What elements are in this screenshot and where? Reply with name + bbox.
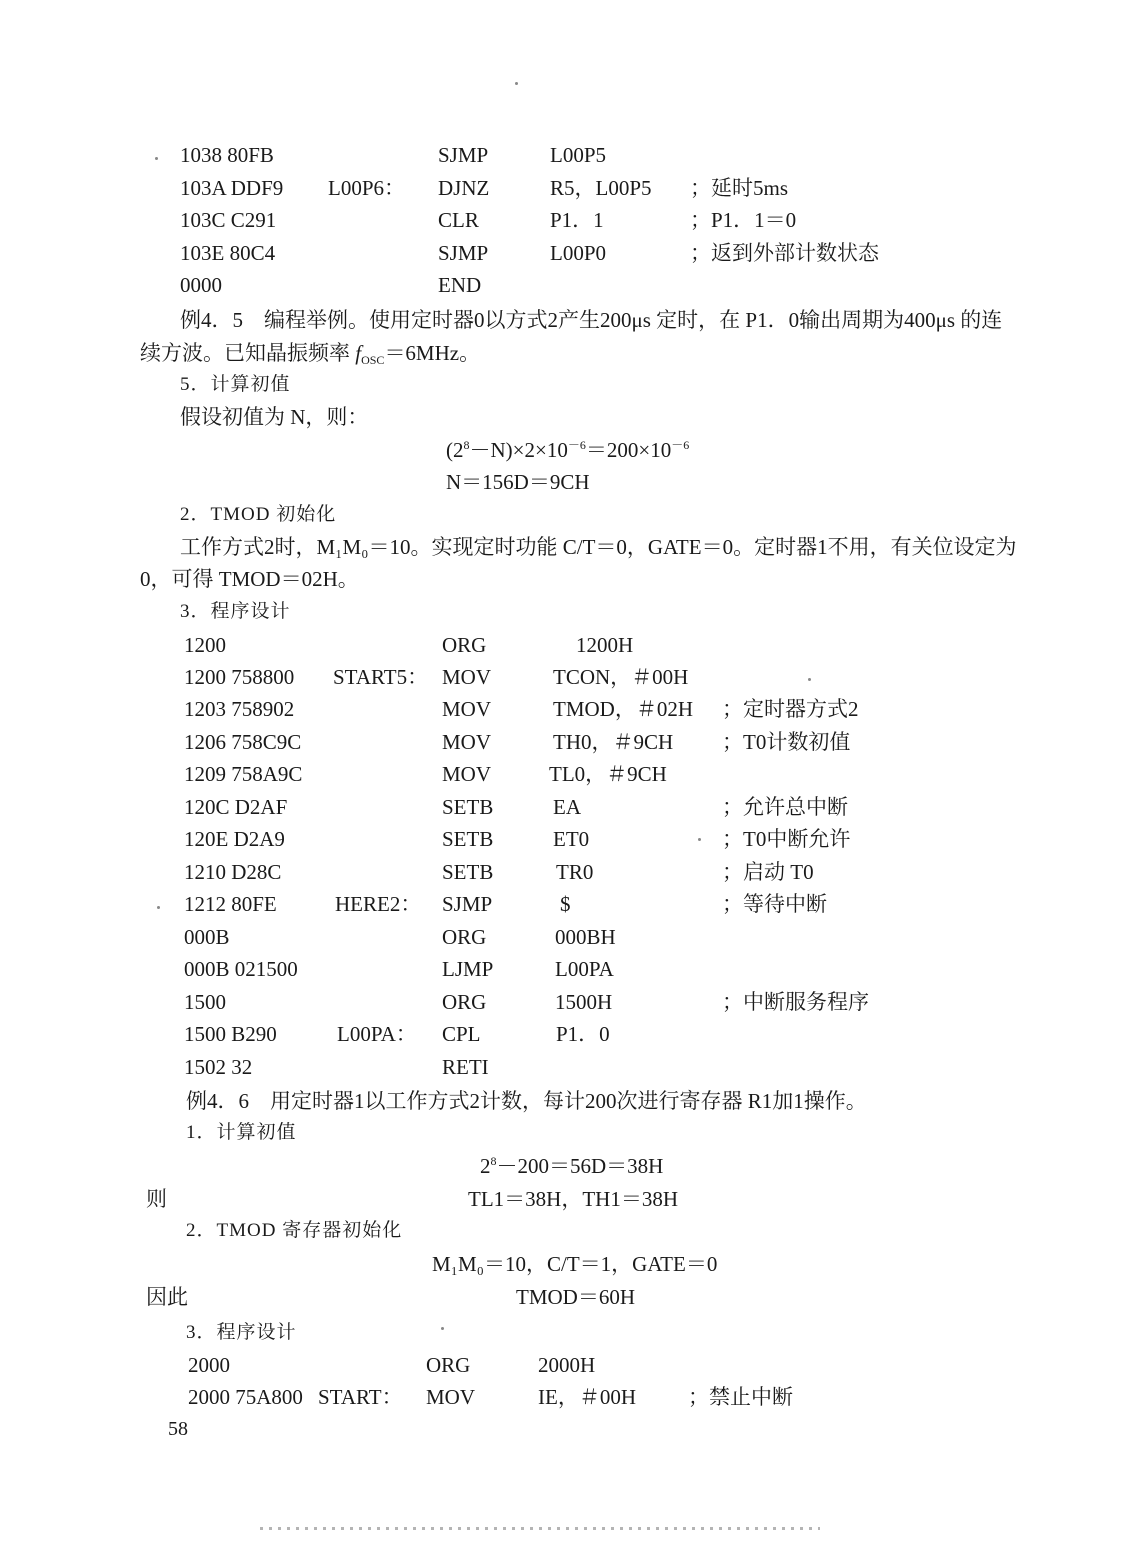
code-opcode: RETI <box>442 1055 489 1079</box>
code-operand: L00P0 <box>550 241 607 265</box>
scan-speck <box>515 82 518 85</box>
code-address: 120C D2AF <box>184 795 288 819</box>
code-line <box>0 630 1122 660</box>
eq-part: －N)×2×10 <box>469 438 568 462</box>
equation: TMOD＝60H <box>516 1285 635 1309</box>
code-opcode: LJMP <box>442 957 494 981</box>
equation <box>446 435 689 465</box>
code-address: 1038 80FB <box>180 143 274 167</box>
paragraph-line: 0，可得 TMOD＝02H。 <box>140 567 359 591</box>
text-run: 续方波。已知晶振频率 <box>140 341 356 365</box>
code-line <box>0 824 1122 854</box>
code-line <box>0 1019 1122 1049</box>
code-opcode: ORG <box>426 1353 471 1377</box>
code-operand: $ <box>560 892 571 916</box>
code-opcode: ORG <box>442 925 487 949</box>
code-address: 1206 758C9C <box>184 730 302 754</box>
code-comment: ；延时5ms <box>690 176 789 200</box>
eq-part: －200＝56D＝38H <box>496 1154 664 1178</box>
code-address: 1203 758902 <box>184 697 295 721</box>
code-opcode: ORG <box>442 990 487 1014</box>
code-opcode: SJMP <box>438 241 489 265</box>
scan-speck <box>155 157 158 160</box>
paragraph-line: 则 <box>146 1187 167 1211</box>
code-comment: ；启动 T0 <box>722 860 814 884</box>
section-heading: 1．计算初值 <box>186 1122 297 1143</box>
code-line <box>0 694 1122 724</box>
code-opcode: SETB <box>442 795 494 819</box>
code-operand: 1200H <box>576 633 634 657</box>
code-line <box>0 1052 1122 1082</box>
code-operand: TMOD，＃02H <box>553 697 693 721</box>
code-address: 2000 75A800 <box>188 1385 303 1409</box>
section-heading: 3．程序设计 <box>186 1322 297 1343</box>
code-line <box>0 1382 1122 1412</box>
code-line <box>0 954 1122 984</box>
section-heading: 2．TMOD 初始化 <box>180 504 337 525</box>
code-comment: ；返到外部计数状态 <box>690 241 879 265</box>
section-heading: 3．程序设计 <box>180 601 291 622</box>
code-line <box>0 889 1122 919</box>
eq-superscript: －6 <box>671 438 690 452</box>
code-opcode: MOV <box>442 730 492 754</box>
code-opcode: CLR <box>438 208 479 232</box>
eq-part: ＝200×10 <box>585 438 672 462</box>
code-comment: ；禁止中断 <box>688 1385 793 1409</box>
formula-subscript: OSC <box>361 353 385 367</box>
code-line <box>0 1350 1122 1380</box>
eq-part: 2 <box>480 1154 491 1178</box>
code-operand: ET0 <box>553 827 590 851</box>
code-opcode: SJMP <box>438 143 489 167</box>
paragraph-line: 因此 <box>146 1285 188 1309</box>
code-label: L00P6： <box>328 176 406 200</box>
code-address: 0000 <box>180 273 222 297</box>
code-address: 000B 021500 <box>184 957 298 981</box>
paragraph-line <box>140 338 480 368</box>
code-opcode: MOV <box>426 1385 476 1409</box>
code-opcode: MOV <box>442 665 492 689</box>
code-operand: R5，L00P5 <box>550 176 652 200</box>
example-heading-text: 例4．6 用定时器1以工作方式2计数，每计200次进行寄存器 R1加1操作。 <box>186 1089 867 1113</box>
paragraph-line: 假设初值为 N，则： <box>180 405 369 429</box>
code-line <box>0 759 1122 789</box>
code-label: L00PA： <box>337 1022 417 1046</box>
code-operand: TR0 <box>556 860 594 884</box>
code-operand: L00P5 <box>550 143 607 167</box>
paragraph-line: 工作方式2时，M₁M₀＝10。实现定时功能 C/T＝0，GATE＝0。定时器1不用，有关位设定为 <box>180 535 1017 559</box>
code-address: 1209 758A9C <box>184 762 303 786</box>
equation: TL1＝38H，TH1＝38H <box>468 1187 678 1211</box>
code-opcode: SETB <box>442 860 494 884</box>
code-address: 1210 D28C <box>184 860 282 884</box>
section-heading: 2．TMOD 寄存器初始化 <box>186 1220 403 1241</box>
code-line <box>0 792 1122 822</box>
code-operand: P1．0 <box>556 1022 610 1046</box>
text-run: ＝6MHz。 <box>384 341 481 365</box>
code-line <box>0 662 1122 692</box>
code-comment: ；允许总中断 <box>722 795 848 819</box>
code-line <box>0 270 1122 300</box>
code-address: 1212 80FE <box>184 892 277 916</box>
code-operand: TH0，＃9CH <box>553 730 674 754</box>
code-line <box>0 238 1122 268</box>
code-address: 000B <box>184 925 230 949</box>
code-address: 120E D2A9 <box>184 827 285 851</box>
code-address: 103E 80C4 <box>180 241 276 265</box>
code-operand: EA <box>553 795 581 819</box>
code-address: 1200 <box>184 633 226 657</box>
scan-speck <box>157 906 160 909</box>
code-label: HERE2： <box>335 892 422 916</box>
code-operand: IE，＃00H <box>538 1385 636 1409</box>
code-comment: ；P1．1＝0 <box>690 208 797 232</box>
code-line <box>0 173 1122 203</box>
eq-part: (2 <box>446 438 464 462</box>
example-heading-text: 例4．5 编程举例。使用定时器0以方式2产生200μs 定时，在 P1．0输出周期为400μs 的连 <box>180 308 1003 332</box>
scan-artifact-dots <box>260 1527 820 1530</box>
code-operand: 1500H <box>555 990 613 1014</box>
section-heading: 5．计算初值 <box>180 374 291 395</box>
code-line <box>0 857 1122 887</box>
equation: N＝156D＝9CH <box>446 470 590 494</box>
code-address: 103A DDF9 <box>180 176 284 200</box>
code-opcode: MOV <box>442 762 492 786</box>
code-line <box>0 140 1122 170</box>
code-label: START： <box>318 1385 403 1409</box>
scan-speck <box>808 678 811 681</box>
eq-superscript: 8 <box>463 438 470 452</box>
code-address: 1500 <box>184 990 226 1014</box>
equation: M₁M₀＝10，C/T＝1，GATE＝0 <box>432 1252 718 1276</box>
code-comment: ；定时器方式2 <box>722 697 859 721</box>
code-address: 1502 32 <box>184 1055 253 1079</box>
code-address: 2000 <box>188 1353 230 1377</box>
eq-superscript: －6 <box>567 438 586 452</box>
code-opcode: MOV <box>442 697 492 721</box>
formula-symbol: f <box>355 341 362 365</box>
code-operand: TCON，＃00H <box>553 665 689 689</box>
equation <box>480 1151 663 1181</box>
code-address: 1500 B290 <box>184 1022 277 1046</box>
code-comment: ；等待中断 <box>722 892 827 916</box>
code-operand: 2000H <box>538 1353 596 1377</box>
page-number: 58 <box>168 1418 188 1440</box>
code-opcode: END <box>438 273 482 297</box>
scan-speck <box>441 1327 444 1330</box>
code-line <box>0 727 1122 757</box>
code-opcode: SETB <box>442 827 494 851</box>
code-comment: ；T0计数初值 <box>722 730 851 754</box>
code-operand: 000BH <box>555 925 616 949</box>
code-operand: TL0，＃9CH <box>549 762 667 786</box>
code-line <box>0 987 1122 1017</box>
code-comment: ；T0中断允许 <box>722 827 851 851</box>
code-opcode: ORG <box>442 633 487 657</box>
code-address: 1200 758800 <box>184 665 295 689</box>
code-opcode: SJMP <box>442 892 493 916</box>
code-comment: ；中断服务程序 <box>722 990 869 1014</box>
code-label: START5： <box>333 665 429 689</box>
code-address: 103C C291 <box>180 208 277 232</box>
code-opcode: DJNZ <box>438 176 490 200</box>
code-line <box>0 205 1122 235</box>
code-line <box>0 922 1122 952</box>
eq-superscript: 8 <box>490 1154 497 1168</box>
code-operand: L00PA <box>555 957 614 981</box>
code-opcode: CPL <box>442 1022 481 1046</box>
code-operand: P1．1 <box>550 208 604 232</box>
scan-speck <box>698 838 701 841</box>
